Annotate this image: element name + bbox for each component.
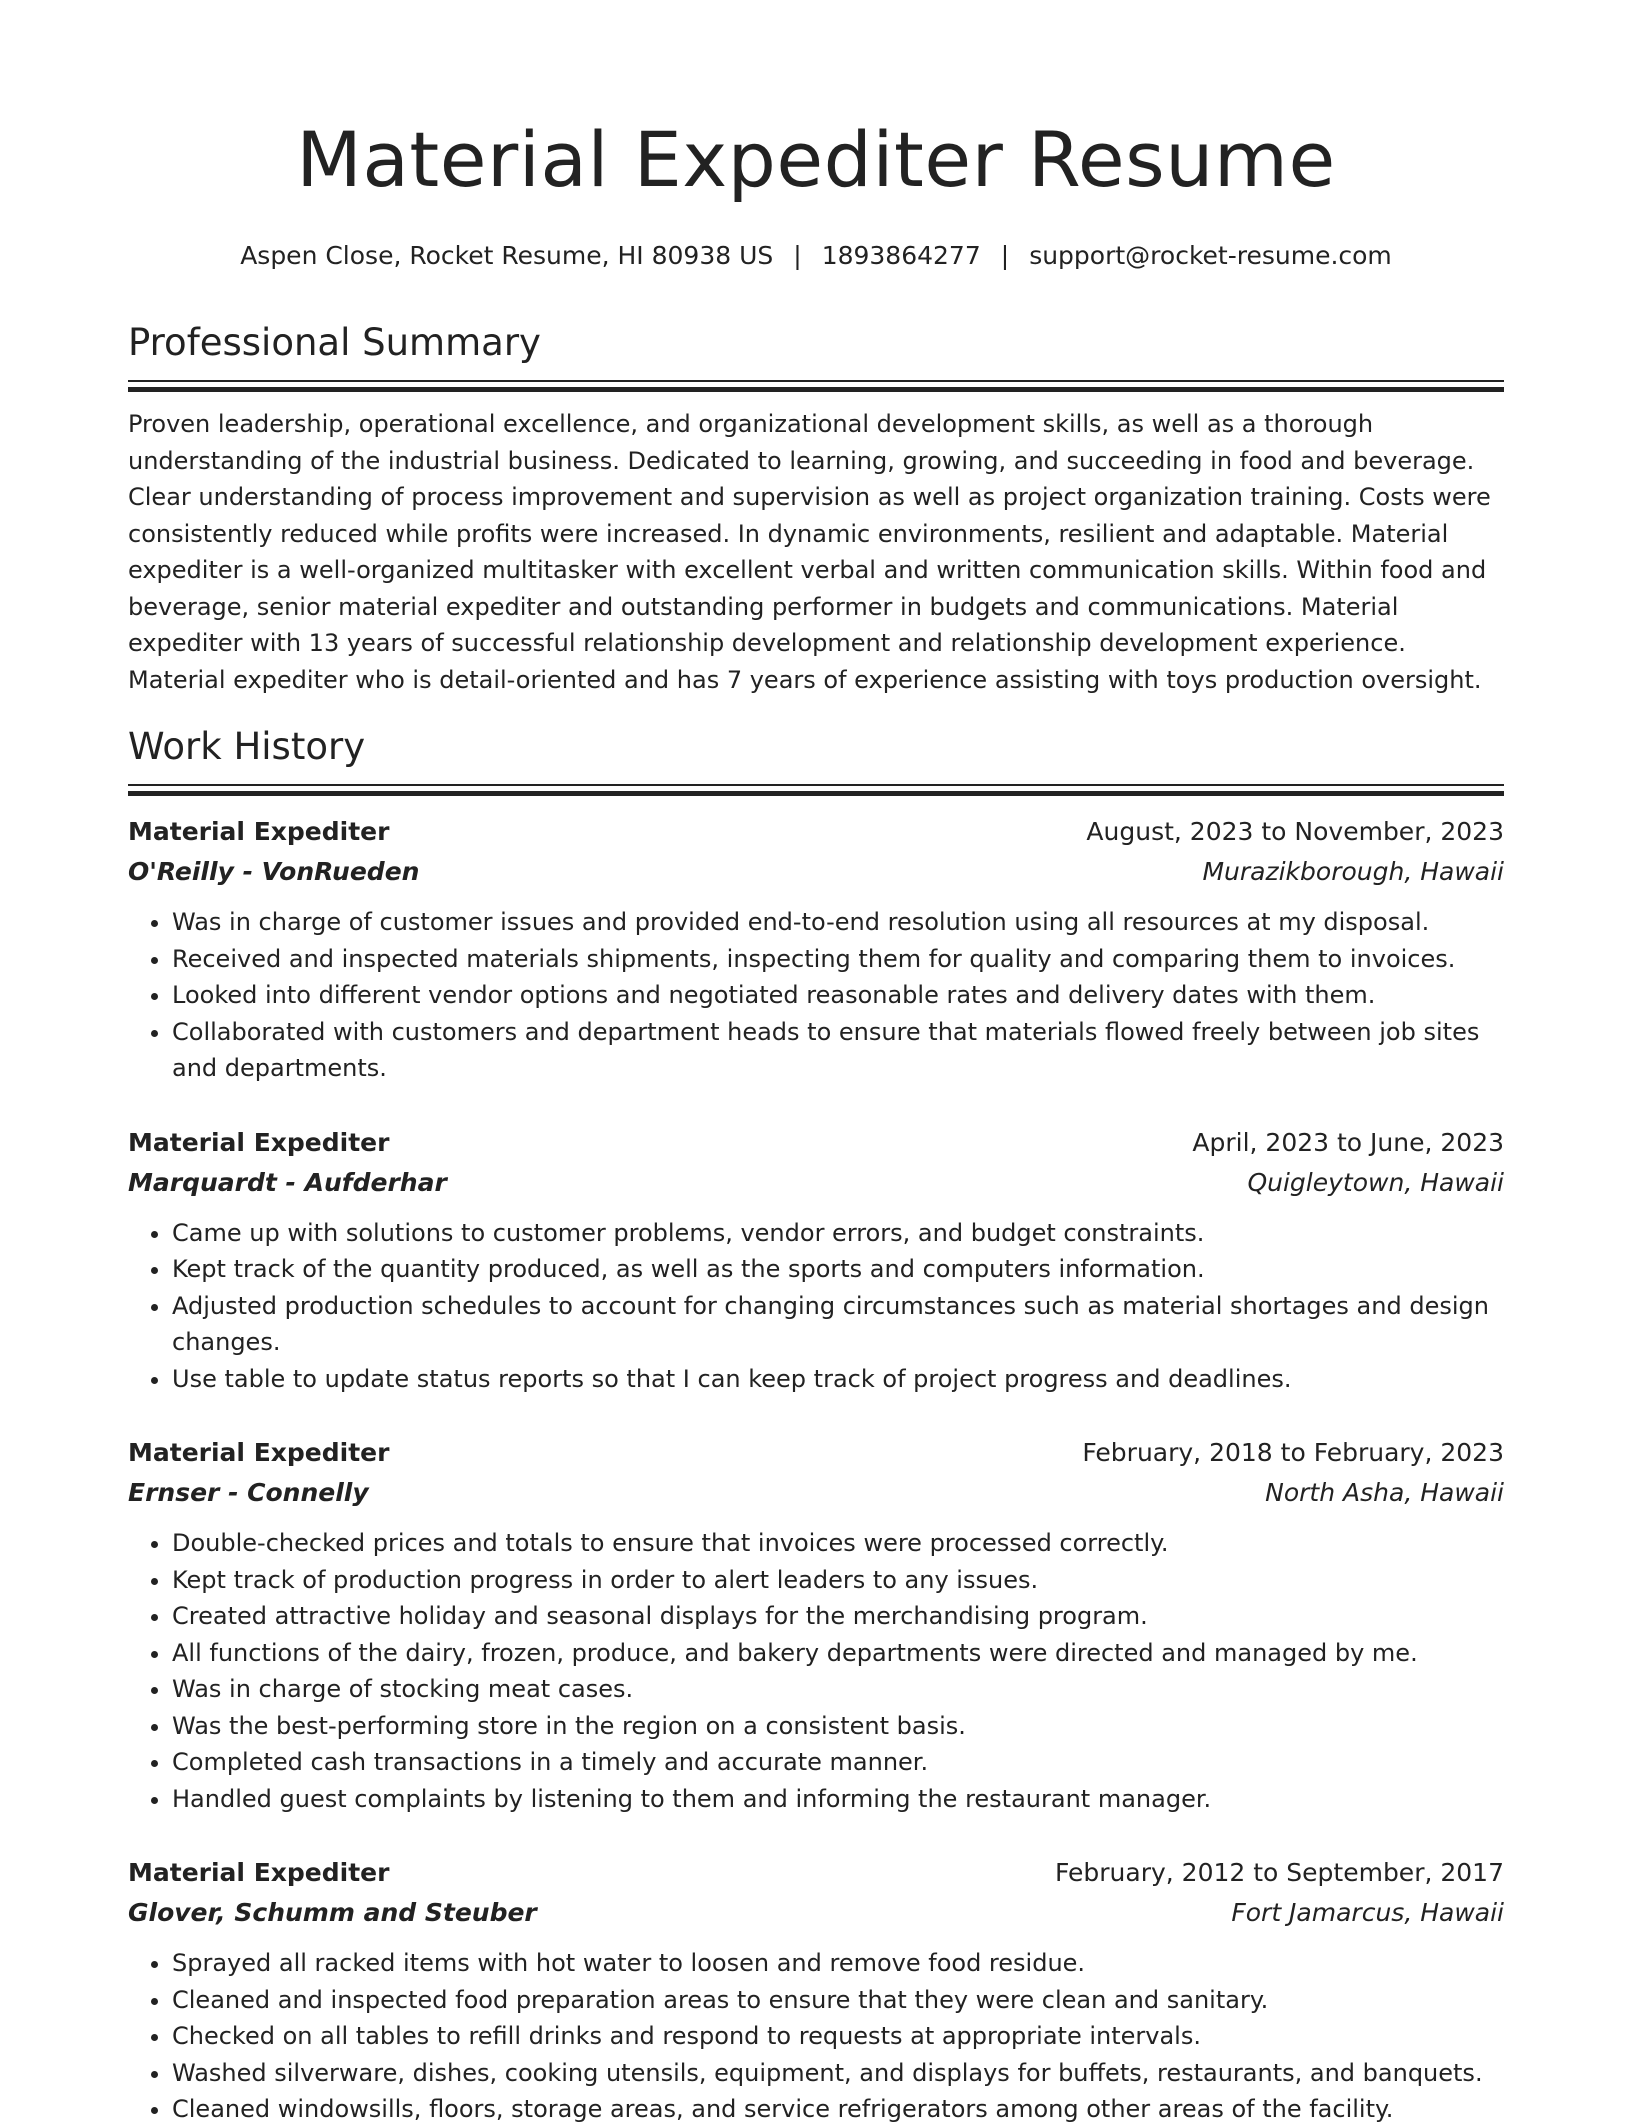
- contact-address: Aspen Close, Rocket Resume, HI 80938 US: [240, 241, 774, 270]
- job-entry: [128, 1853, 1504, 2128]
- job-company-row: [128, 1473, 1504, 1513]
- contact-phone: 1893864277: [821, 241, 981, 270]
- job-title: Material Expediter: [128, 1858, 390, 1887]
- job-title: Material Expediter: [128, 817, 390, 846]
- job-location: Quigleytown, Hawaii: [1247, 1167, 1504, 1197]
- work-history-section: [128, 722, 1504, 2128]
- job-bullet: • Came up with solutions to customer problems, vendor errors, and budget constraints.: [172, 1215, 1504, 1252]
- job-entry: [128, 1433, 1504, 1817]
- job-bullet: • Was the best-performing store in the region on a consistent basis.: [172, 1708, 1504, 1745]
- professional-summary-section: [128, 318, 1504, 722]
- job-company: Marquardt - Aufderhar: [128, 1167, 447, 1197]
- job-header-row: [128, 812, 1504, 852]
- job-bullet: • All functions of the dairy, frozen, produce, and bakery departments were directed and managed by me.: [172, 1635, 1504, 1672]
- job-dates: April, 2023 to June, 2023: [1192, 1127, 1504, 1157]
- summary-text: Proven leadership, operational excellence, and organizational development skills, as well as a thorough understanding of the industrial business. Dedicated to learning, growing, and succeeding in food and beverage. Clear understanding of process improvement and supervision as well as project organization training. Costs were consistently reduced while profits were increased. In dynamic environments, resilient and adaptable. Material expediter is a well-organized multitasker with excellent verbal and written communication skills. Within food and beverage, senior material expediter and outstanding performer in budgets and communications. Material expediter with 13 years of successful relationship development and relationship development experience. Material expediter who is detail-oriented and has 7 years of experience assisting with toys production oversight.: [128, 410, 1491, 694]
- job-bullet: • Checked on all tables to refill drinks and respond to requests at appropriate intervals.: [172, 2018, 1504, 2055]
- job-bullet: • Looked into different vendor options and negotiated reasonable rates and delivery dates with them.: [172, 977, 1504, 1014]
- job-company: O'Reilly - VonRueden: [128, 857, 420, 886]
- job-title: Material Expediter: [128, 1438, 390, 1467]
- job-bullet: • Double-checked prices and totals to ensure that invoices were processed correctly.: [172, 1525, 1504, 1562]
- job-company-row: [128, 852, 1504, 892]
- job-entry: [128, 1123, 1504, 1398]
- job-entry: [128, 812, 1504, 1087]
- job-company: Glover, Schumm and Steuber: [128, 1898, 537, 1927]
- job-bullet-list: [128, 1215, 1504, 1398]
- page-title: Material Expediter Resume: [296, 115, 1336, 204]
- job-bullet: • Completed cash transactions in a timely and accurate manner.: [172, 1744, 1504, 1781]
- job-bullet: • Was in charge of customer issues and provided end-to-end resolution using all resources at my disposal.: [172, 904, 1504, 941]
- job-list: [128, 812, 1504, 2128]
- job-dates: February, 2012 to September, 2017: [1055, 1858, 1504, 1887]
- job-header-row: [128, 1853, 1504, 1893]
- job-location: Murazikborough, Hawaii: [1202, 857, 1504, 886]
- job-bullet: • Cleaned windowsills, floors, storage areas, and service refrigerators among other areas of the facility.: [172, 2091, 1504, 2128]
- job-header-row: [128, 1433, 1504, 1473]
- job-bullet: • Kept track of production progress in order to alert leaders to any issues.: [172, 1562, 1504, 1599]
- job-bullet-list: [128, 1525, 1504, 1817]
- section-divider: [128, 380, 1504, 392]
- job-bullet: • Received and inspected materials shipments, inspecting them for quality and comparing them to invoices.: [172, 941, 1504, 978]
- contact-separator: |: [1000, 241, 1010, 270]
- job-company: Ernser - Connelly: [128, 1478, 369, 1507]
- job-bullet-list: [128, 1945, 1504, 2128]
- job-bullet: • Cleaned and inspected food preparation areas to ensure that they were clean and sanitary.: [172, 1982, 1504, 2019]
- job-bullet: • Use table to update status reports so that I can keep track of project progress and deadlines.: [172, 1361, 1504, 1398]
- job-bullet: • Created attractive holiday and seasonal displays for the merchandising program.: [172, 1598, 1504, 1635]
- contact-email: support@rocket-resume.com: [1029, 241, 1392, 270]
- job-bullet: • Collaborated with customers and department heads to ensure that materials flowed freely between job sites and departments.: [172, 1014, 1504, 1087]
- job-location: Fort Jamarcus, Hawaii: [1231, 1898, 1504, 1927]
- job-dates: August, 2023 to November, 2023: [1086, 817, 1504, 846]
- job-dates: February, 2018 to February, 2023: [1082, 1438, 1504, 1467]
- contact-line: [128, 238, 1504, 274]
- section-heading: Work History: [128, 725, 366, 768]
- job-bullet: • Sprayed all racked items with hot water to loosen and remove food residue.: [172, 1945, 1504, 1982]
- job-company-row: [128, 1893, 1504, 1933]
- job-bullet-list: [128, 904, 1504, 1087]
- job-title: Material Expediter: [128, 1127, 390, 1157]
- section-heading: Professional Summary: [128, 321, 541, 364]
- job-location: North Asha, Hawaii: [1265, 1478, 1504, 1507]
- job-bullet: • Was in charge of stocking meat cases.: [172, 1671, 1504, 1708]
- job-bullet: • Handled guest complaints by listening to them and informing the restaurant manager.: [172, 1781, 1504, 1818]
- job-company-row: [128, 1163, 1504, 1203]
- job-header-row: [128, 1123, 1504, 1163]
- section-divider: [128, 784, 1504, 796]
- job-bullet: • Adjusted production schedules to account for changing circumstances such as material shortages and design changes.: [172, 1288, 1504, 1361]
- contact-separator: |: [793, 241, 802, 270]
- job-bullet: • Kept track of the quantity produced, as well as the sports and computers information.: [172, 1251, 1504, 1288]
- job-bullet: • Washed silverware, dishes, cooking utensils, equipment, and displays for buffets, restaurants, and banquets.: [172, 2055, 1504, 2092]
